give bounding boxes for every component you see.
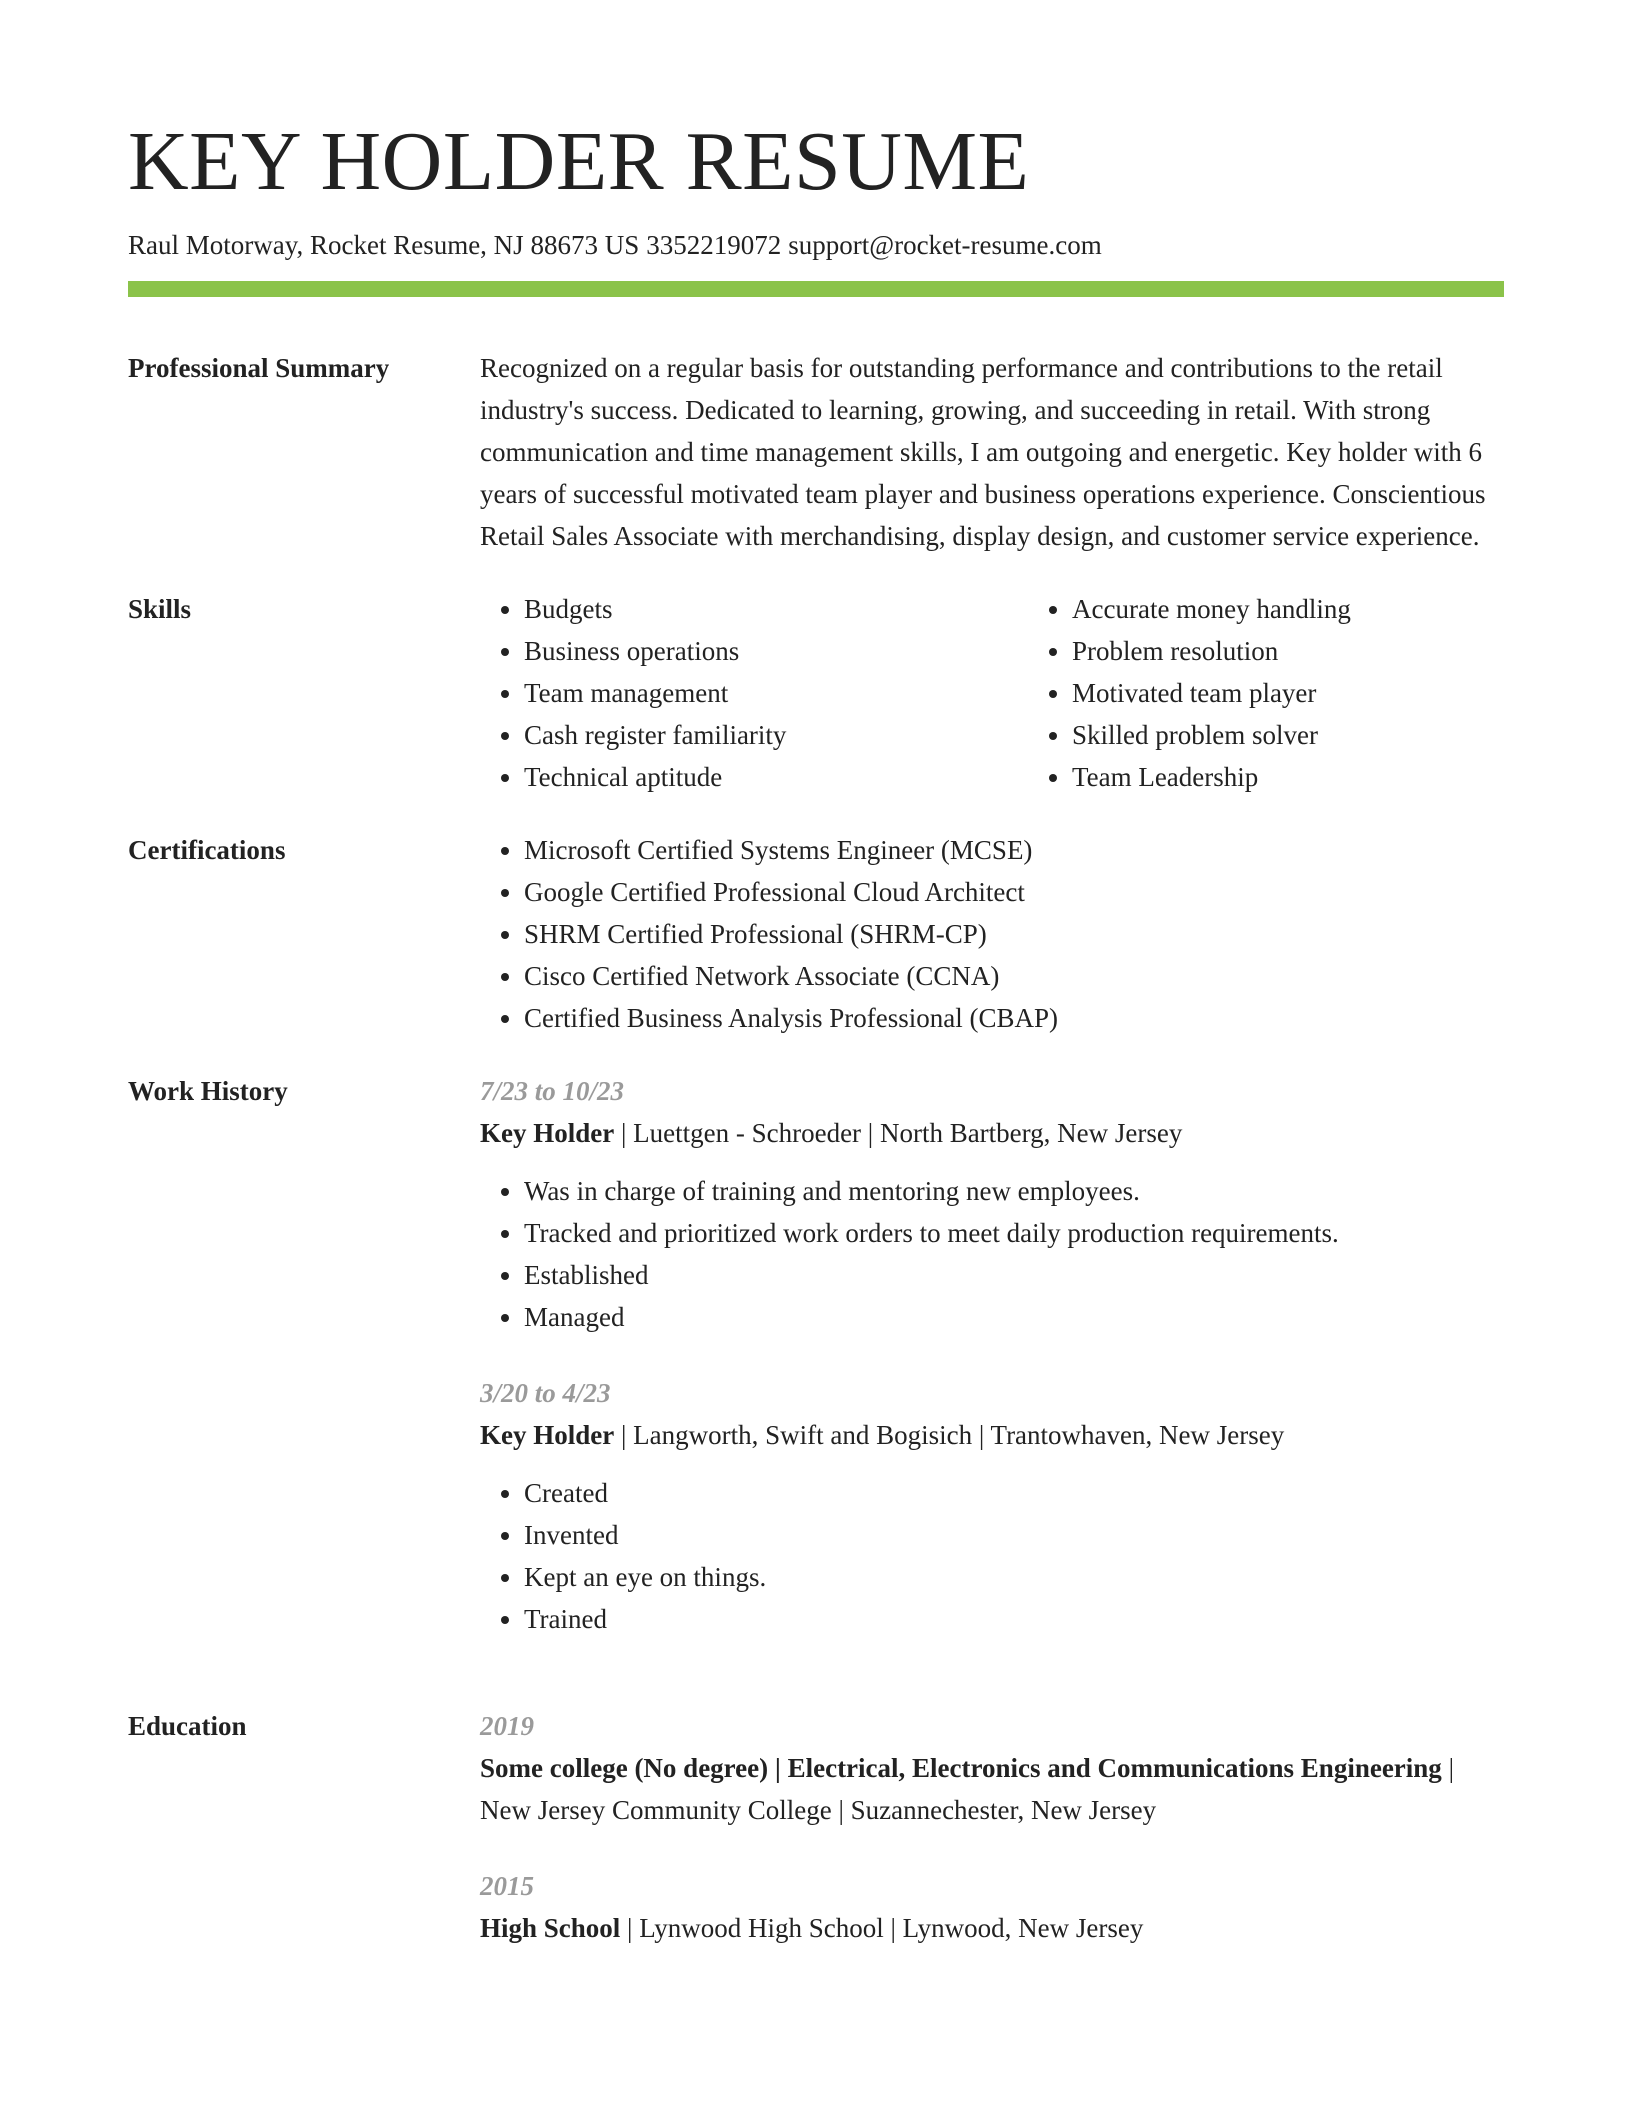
skill-item: • Problem resolution [1072, 630, 1576, 672]
duty-item: • Invented [524, 1514, 1504, 1556]
duty-item: • Kept an eye on things. [524, 1556, 1504, 1598]
resume-title: KEY HOLDER RESUME [128, 115, 1030, 208]
job-duties [480, 1472, 1504, 1640]
duty-item: • Established [524, 1254, 1504, 1296]
duty-item: • Tracked and prioritized work orders to meet daily production requirements. [524, 1212, 1504, 1254]
work-history-section [128, 1070, 1504, 1674]
duty-item: • Managed [524, 1296, 1504, 1338]
job-dates: 7/23 to 10/23 [480, 1076, 625, 1107]
contact-phone: 3352219072 [646, 230, 782, 260]
summary-section [128, 347, 1504, 557]
skill-item: • Skilled problem solver [1072, 714, 1576, 756]
contact-email: support@rocket-resume.com [788, 230, 1102, 260]
skill-item: • Cash register familiarity [524, 714, 1028, 756]
job-duties [480, 1170, 1504, 1338]
certification-item: • Google Certified Professional Cloud Architect [524, 871, 1504, 913]
education-header [480, 1747, 1504, 1831]
education-degree: Some college (No degree) | Electrical, Electronics and Communications Engineering [480, 1753, 1442, 1784]
work-history-heading: Work History [128, 1076, 288, 1107]
job-details: | Luettgen - Schroeder | North Bartberg, New Jersey [614, 1118, 1183, 1149]
job-title: Key Holder [480, 1118, 615, 1149]
job-header [480, 1414, 1504, 1456]
education-section [128, 1705, 1504, 1983]
certifications-list [480, 829, 1504, 1039]
contact-address: Raul Motorway, Rocket Resume, NJ 88673 US [128, 230, 640, 260]
job-dates: 3/20 to 4/23 [480, 1378, 611, 1409]
education-entry [480, 1865, 1504, 1949]
skill-item: • Technical aptitude [524, 756, 1028, 798]
contact-line [128, 228, 1504, 263]
skill-item: • Team management [524, 672, 1028, 714]
job-details: | Langworth, Swift and Bogisich | Trantowhaven, New Jersey [614, 1420, 1285, 1451]
education-year: 2015 [480, 1871, 534, 1902]
education-details: | Lynwood High School | Lynwood, New Jersey [620, 1913, 1144, 1944]
education-details: | New Jersey Community College | Suzannechester, New Jersey [480, 1753, 1454, 1826]
certifications-heading: Certifications [128, 835, 286, 866]
skills-section [128, 588, 1504, 798]
duty-item: • Created [524, 1472, 1504, 1514]
job-entry [480, 1070, 1504, 1338]
resume-page [128, 115, 1504, 1983]
education-entry [480, 1705, 1504, 1831]
skills-list-right [1028, 588, 1576, 798]
job-title: Key Holder [480, 1420, 615, 1451]
certification-item: • Microsoft Certified Systems Engineer (MCSE) [524, 829, 1504, 871]
certification-item: • Cisco Certified Network Associate (CCNA) [524, 955, 1504, 997]
summary-text: Recognized on a regular basis for outstanding performance and contributions to the retail industry's success. Dedicated to learning, growing, and succeeding in retail. With strong communication and time management skills, I am outgoing and energetic. Key holder with 6 years of successful motivated team player and business operations experience. Conscientious Retail Sales Associate with merchandising, display design, and customer service experience. [480, 353, 1486, 552]
certification-item: • Certified Business Analysis Professional (CBAP) [524, 997, 1504, 1039]
education-heading: Education [128, 1711, 247, 1742]
skill-item: • Business operations [524, 630, 1028, 672]
duty-item: • Was in charge of training and mentoring new employees. [524, 1170, 1504, 1212]
skills-columns [480, 588, 1576, 798]
summary-heading: Professional Summary [128, 353, 390, 384]
education-degree: High School [480, 1913, 621, 1944]
certifications-section [128, 829, 1504, 1039]
skill-item: • Motivated team player [1072, 672, 1576, 714]
certification-item: • SHRM Certified Professional (SHRM-CP) [524, 913, 1504, 955]
skill-item: • Team Leadership [1072, 756, 1576, 798]
skills-heading: Skills [128, 594, 192, 625]
skills-list-left [480, 588, 1028, 798]
education-header [480, 1907, 1504, 1949]
accent-divider [128, 281, 1504, 297]
skill-item: • Accurate money handling [1072, 588, 1576, 630]
skill-item: • Budgets [524, 588, 1028, 630]
education-year: 2019 [480, 1711, 534, 1742]
job-header [480, 1112, 1504, 1154]
job-entry [480, 1372, 1504, 1640]
duty-item: • Trained [524, 1598, 1504, 1640]
